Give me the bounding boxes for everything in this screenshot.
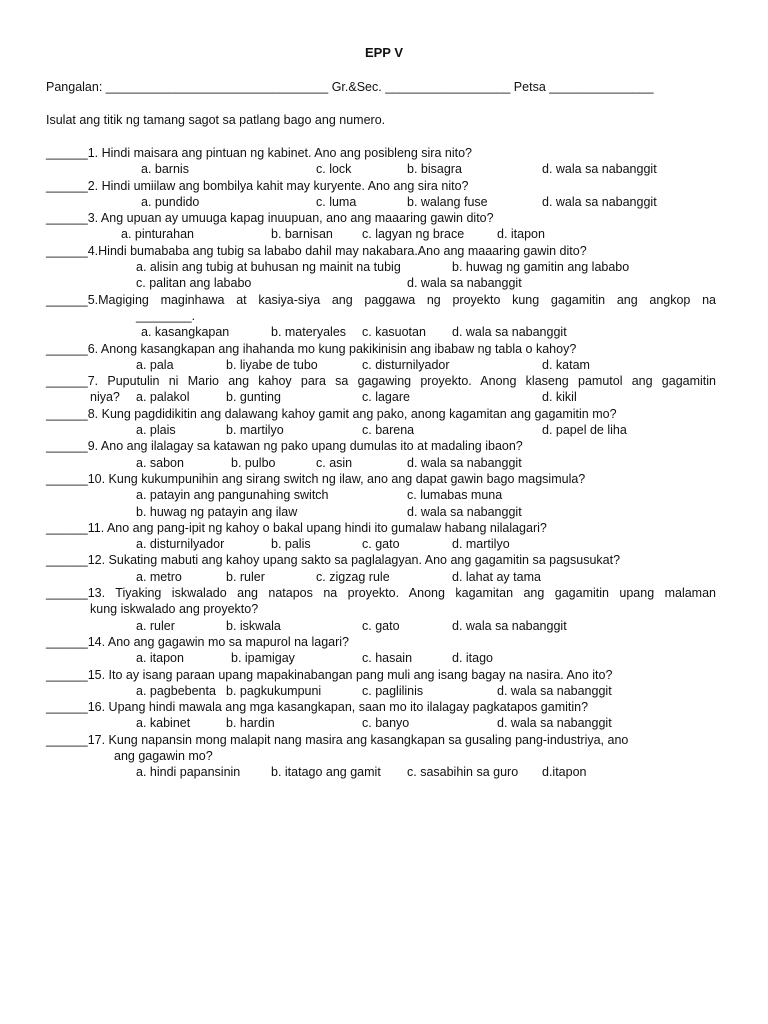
answer-choice: a. patayin ang pangunahing switch [136, 488, 329, 503]
answer-choice: b. itatago ang gamit [271, 765, 381, 780]
question-text: ______8. Kung pagdidikitin ang dalawang kahoy gamit ang pako, anong kagamitan ang gagamitin mo? [46, 406, 617, 421]
answer-choice: d. wala sa nabanggit [407, 276, 522, 291]
answer-choice: d. itago [452, 651, 494, 666]
question-text: ______10. Kung kukumpunihin ang sirang switch ng ilaw, ano ang dapat gawin bago magsimula? [46, 471, 586, 486]
question-item [46, 373, 716, 406]
answer-choices-row [46, 357, 716, 373]
answer-choice: d. wala sa nabanggit [542, 162, 657, 177]
question-item [46, 145, 716, 178]
question-item [46, 292, 716, 341]
answer-choice: c. disturnilyador [362, 357, 450, 372]
answer-choice: c. luma [316, 194, 357, 209]
answer-choices-row [46, 275, 716, 291]
answer-choice: c. paglilinis [362, 683, 424, 698]
answer-choice: a. barnis [141, 162, 189, 177]
answer-choice: d. papel de liha [542, 423, 627, 438]
question-text: ______7. Puputulin ni Mario ang kahoy para sa gagawing proyekto. Anong klaseng pamutol ang gagamitin [46, 374, 716, 389]
answer-choice: d. martilyo [452, 537, 510, 552]
answer-choice: a. kasangkapan [141, 325, 230, 340]
answer-choice: d. wala sa nabanggit [407, 504, 522, 519]
student-info-line: Pangalan: ________________________________ Gr.&Sec. __________________ Petsa _______________ [46, 80, 654, 94]
answer-choice: d. kikil [542, 390, 577, 405]
question-item [46, 438, 716, 471]
answer-choice: niya? [90, 390, 120, 405]
answer-choice: d.itapon [542, 765, 587, 780]
answer-choice: a. palakol [136, 390, 190, 405]
answer-choice: d. wala sa nabanggit [452, 618, 567, 633]
answer-choice: a. ruler [136, 618, 175, 633]
answer-choices-row [46, 650, 716, 666]
answer-choices-row [46, 536, 716, 552]
answer-choice: d. wala sa nabanggit [497, 683, 612, 698]
question-text-continued: ang gagawin mo? [114, 748, 213, 763]
answer-choice: c. lock [316, 162, 352, 177]
answer-choice: c. barena [362, 423, 415, 438]
answer-choices-row [46, 259, 716, 275]
answer-choice: b. materyales [271, 325, 347, 340]
answer-choices-row [46, 422, 716, 438]
answer-choice: c. lumabas muna [407, 488, 503, 503]
answer-choice: b. gunting [226, 390, 281, 405]
question-text-continued: ________. [136, 308, 196, 323]
answer-choice: c. palitan ang lababo [136, 276, 252, 291]
answer-choice: d. katam [542, 357, 590, 372]
answer-choice: b. iskwala [226, 618, 281, 633]
worksheet-title: EPP V [364, 45, 404, 60]
question-text: ______15. Ito ay isang paraan upang mapakinabangan pang muli ang isang bagay na nasira. Ano ito? [46, 667, 613, 682]
answer-choice: a. pinturahan [121, 227, 194, 242]
answer-choice: a. plais [136, 423, 176, 438]
answer-choice: d. wala sa nabanggit [407, 455, 522, 470]
question-item [46, 341, 716, 374]
answer-choices-row [46, 194, 716, 210]
answer-choice: c. hasain [362, 651, 413, 666]
answer-choices-row [46, 683, 716, 699]
answer-choice: a. itapon [136, 651, 184, 666]
question-item [46, 406, 716, 439]
answer-choice: b. ruler [226, 569, 265, 584]
answer-choices-row [46, 324, 716, 340]
question-text: ______5.Magiging maginhawa at kasiya-siya ang paggawa ng proyekto kung gagamitin ang angkop na [46, 292, 716, 307]
question-text: ______2. Hindi umiilaw ang bombilya kahit may kuryente. Ano ang sira nito? [46, 178, 469, 193]
answer-choice: b. palis [271, 537, 311, 552]
question-text: ______6. Anong kasangkapan ang ihahanda mo kung pakikinisin ang ibabaw ng tabla o kahoy? [46, 341, 577, 356]
question-item [46, 667, 716, 700]
question-item [46, 699, 716, 732]
answer-choice: c. sasabihin sa guro [407, 765, 519, 780]
answer-choices-row [46, 715, 716, 731]
answer-choice: d. wala sa nabanggit [542, 194, 657, 209]
answer-choice: a. alisin ang tubig at buhusan ng mainit na tubig [136, 260, 401, 275]
answer-choice: b. martilyo [226, 423, 284, 438]
answer-choice: b. pagkukumpuni [226, 683, 322, 698]
answer-choice: a. kabinet [136, 716, 191, 731]
question-text: ______14. Ano ang gagawin mo sa mapurol na lagari? [46, 634, 349, 649]
question-item [46, 471, 716, 520]
answer-choice: c. kasuotan [362, 325, 426, 340]
question-text: ______9. Ano ang ilalagay sa katawan ng pako upang dumulas ito at madaling ibaon? [46, 439, 523, 454]
answer-choice: b. hardin [226, 716, 275, 731]
instructions: Isulat ang titik ng tamang sagot sa patlang bago ang numero. [46, 113, 386, 127]
question-text: ______17. Kung napansin mong malapit nang masira ang kasangkapan sa gusaling pang-industriya, ano [46, 732, 629, 747]
question-text: ______12. Sukating mabuti ang kahoy upang sakto sa paglalagyan. Ano ang gagamitin sa pagsusukat? [46, 553, 621, 568]
answer-choice: c. asin [316, 455, 353, 470]
answer-choice: c. banyo [362, 716, 410, 731]
answer-choice: c. lagare [362, 390, 410, 405]
question-item [46, 520, 716, 553]
answer-choice: b. huwag ng gamitin ang lababo [452, 260, 630, 275]
answer-choice: c. zigzag rule [316, 569, 390, 584]
answer-choice: b. pulbo [231, 455, 276, 470]
answer-choice: a. pundido [141, 194, 200, 209]
question-text-continued: kung iskwalado ang proyekto? [90, 602, 259, 617]
answer-choices-row [46, 618, 716, 634]
answer-choices-row [46, 455, 716, 471]
question-text: ______3. Ang upuan ay umuuga kapag inuupuan, ano ang maaaring gawin dito? [46, 211, 494, 226]
question-item [46, 585, 716, 634]
answer-choice: b. walang fuse [407, 194, 488, 209]
answer-choice: d. itapon [497, 227, 545, 242]
answer-choice: d. wala sa nabanggit [497, 716, 612, 731]
answer-choice: b. liyabe de tubo [226, 357, 318, 372]
answer-choice: b. barnisan [271, 227, 333, 242]
question-text: ______16. Upang hindi mawala ang mga kasangkapan, saan mo ito ilalagay pagkatapos gamitin? [46, 700, 589, 715]
question-text: ______1. Hindi maisara ang pintuan ng kabinet. Ano ang posibleng sira nito? [46, 146, 473, 160]
answer-choices-row [46, 161, 716, 177]
answer-choice: d. wala sa nabanggit [452, 325, 567, 340]
answer-choice: a. pagbebenta [136, 683, 216, 698]
question-item [46, 210, 716, 243]
question-item [46, 243, 716, 292]
question-item [46, 552, 716, 585]
answer-choice: b. ipamigay [231, 651, 295, 666]
answer-choices-row [46, 504, 716, 520]
answer-choice: a. sabon [136, 455, 184, 470]
question-item [46, 634, 716, 667]
answer-choice: b. huwag ng patayin ang ilaw [136, 504, 298, 519]
answer-choice: a. disturnilyador [136, 537, 225, 552]
question-item [46, 178, 716, 211]
question-text: ______11. Ano ang pang-ipit ng kahoy o bakal upang hindi ito gumalaw habang nilalagari? [46, 520, 547, 535]
answer-choice: c. gato [362, 618, 400, 633]
answer-choice: c. gato [362, 537, 400, 552]
answer-choice: d. lahat ay tama [452, 569, 541, 584]
answer-choices-row [46, 226, 716, 242]
answer-choices-row [46, 764, 716, 780]
answer-choice: b. bisagra [407, 162, 462, 177]
answer-choices-row [46, 389, 716, 405]
question-text: ______4.Hindi bumababa ang tubig sa lababo dahil may nakabara.Ano ang maaaring gawin dito? [46, 243, 587, 258]
answer-choice: a. pala [136, 357, 174, 372]
answer-choices-row [46, 487, 716, 503]
answer-choice: c. lagyan ng brace [362, 227, 465, 242]
answer-choices-row [46, 569, 716, 585]
answer-choice: a. hindi papansinin [136, 765, 241, 780]
answer-choice: a. metro [136, 569, 182, 584]
question-list [46, 145, 716, 781]
question-text: ______13. Tiyaking iskwalado ang natapos na proyekto. Anong kagamitan ang gagamitin upang malaman [46, 586, 716, 601]
question-item [46, 732, 716, 781]
